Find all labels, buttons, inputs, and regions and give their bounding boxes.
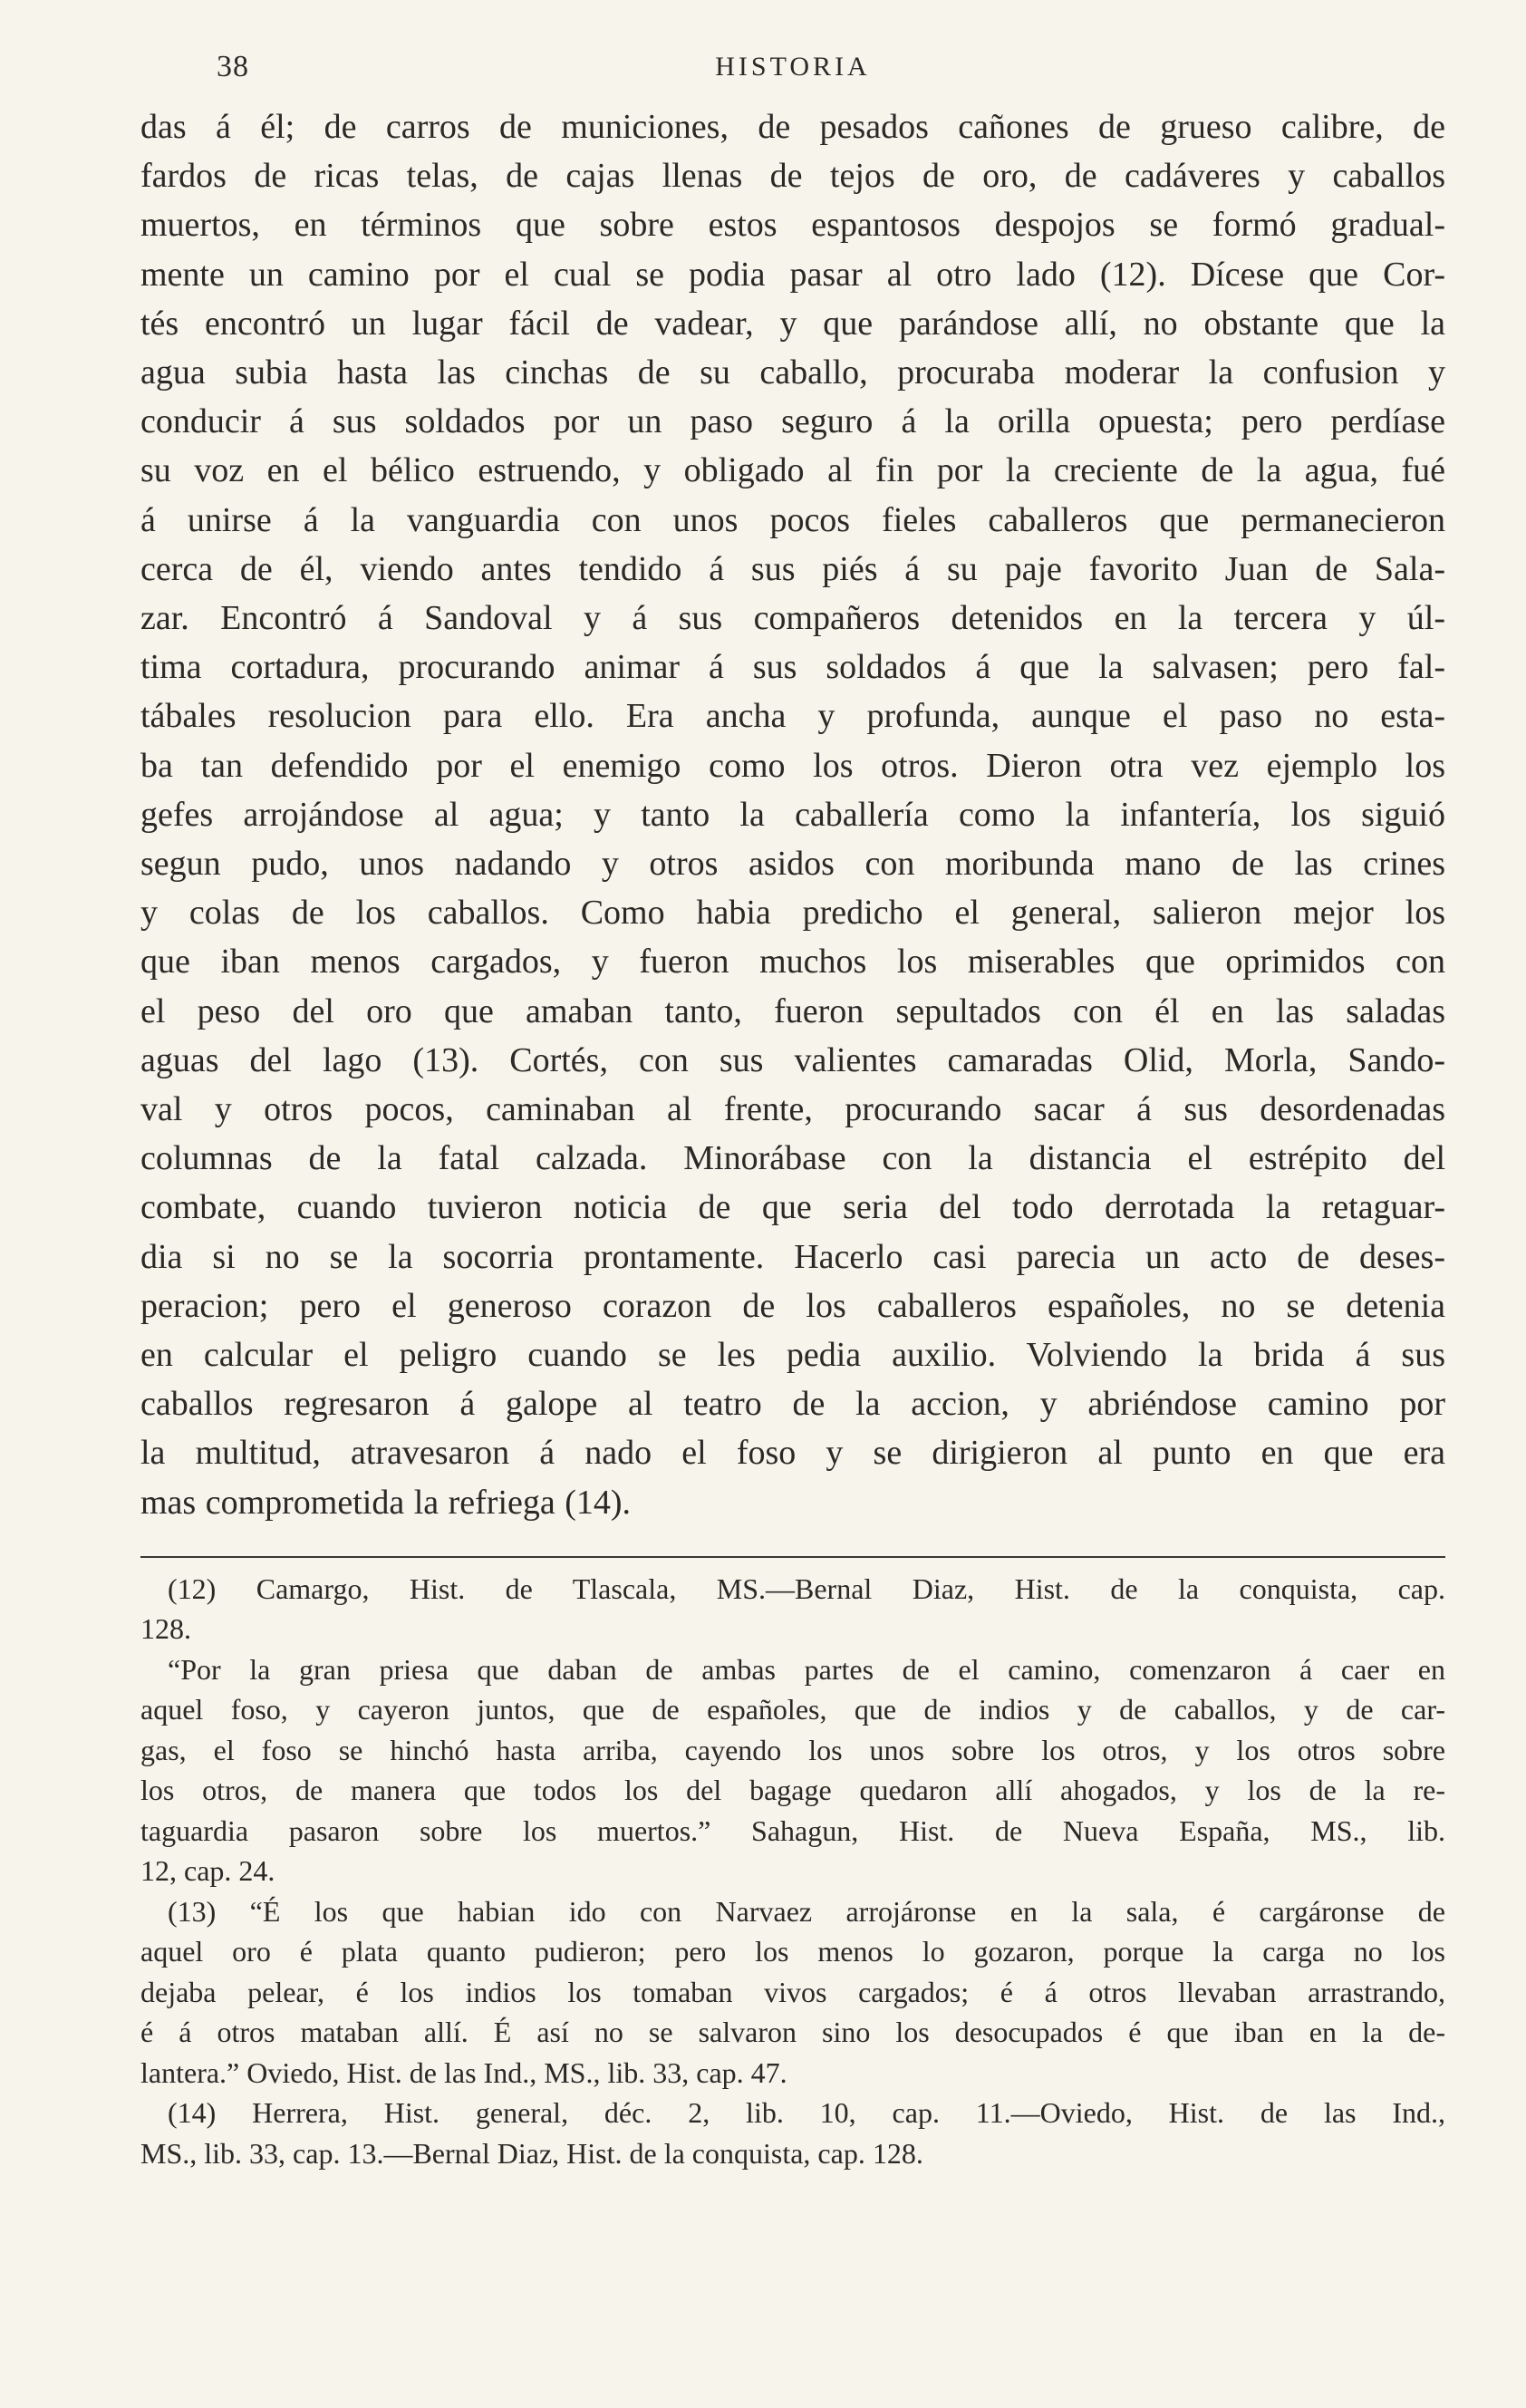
footnote-line: (13) “É los que habian ido con Narvaez arrojáronse en la sala, é cargáronse de <box>168 1894 1445 1928</box>
book-page <box>140 50 1445 2173</box>
footnote-divider <box>140 1556 1445 1558</box>
running-title: HISTORIA <box>715 52 871 82</box>
footnote-line: é á otros mataban allí. É así no se salvaron sino los desocupados é que iban en la de- <box>140 2016 1445 2049</box>
footnote-line: aquel foso, y cayeron juntos, que de españoles, que de indios y de caballos, y de car- <box>140 1693 1445 1726</box>
footnote-line: lantera.” Oviedo, Hist. de las Ind., MS., lib. 33, cap. 47. <box>140 2055 787 2089</box>
text-line: tés encontró un lugar fácil de vadear, y que parándose allí, no obstante que la <box>140 304 1445 343</box>
footnote-line: dejaba pelear, é los indios los tomaban vivos cargados; é á otros llevaban arrastrando, <box>140 1975 1445 2008</box>
text-line: aguas del lago (13). Cortés, con sus valientes camaradas Olid, Morla, Sando- <box>140 1040 1445 1079</box>
footnote-line: taguardia pasaron sobre los muertos.” Sahagun, Hist. de Nueva España, MS., lib. <box>140 1813 1445 1847</box>
text-line: segun pudo, unos nadando y otros asidos con moribunda mano de las crines <box>140 845 1445 884</box>
footnote-line: MS., lib. 33, cap. 13.—Bernal Diaz, Hist. de la conquista, cap. 128. <box>140 2136 923 2170</box>
text-line: gefes arrojándose al agua; y tanto la caballería como la infantería, los siguió <box>140 795 1445 834</box>
footnote-line: (12) Camargo, Hist. de Tlascala, MS.—Bernal Diaz, Hist. de la conquista, cap. <box>168 1571 1445 1605</box>
text-line: columnas de la fatal calzada. Minorábase con la distancia el estrépito del <box>140 1139 1445 1178</box>
text-line: el peso del oro que amaban tanto, fueron sepultados con él en las saladas <box>140 991 1445 1030</box>
text-line: val y otros pocos, caminaban al frente, procurando sacar á sus desordenadas <box>140 1090 1445 1129</box>
footnotes <box>140 1569 1445 2174</box>
text-line: dia si no se la socorria prontamente. Hacerlo casi parecia un acto de deses- <box>140 1237 1445 1276</box>
text-line: agua subia hasta las cinchas de su caballo, procuraba moderar la confusion y <box>140 353 1445 392</box>
footnote-line: 12, cap. 24. <box>140 1854 275 1888</box>
text-line: á unirse á la vanguardia con unos pocos fieles caballeros que permanecieron <box>140 500 1445 539</box>
page-header <box>140 50 1445 95</box>
text-line: y colas de los caballos. Como habia predicho el general, salieron mejor los <box>140 894 1445 933</box>
footnote-line: 128. <box>140 1612 191 1646</box>
text-line: la multitud, atravesaron á nado el foso y se dirigieron al punto en que era <box>140 1434 1445 1473</box>
footnote-line: gas, el foso se hinchó hasta arriba, cayendo los unos sobre los otros, y los otros sobre <box>140 1733 1445 1766</box>
text-line: muertos, en términos que sobre estos espantosos despojos se formó gradual- <box>140 206 1445 245</box>
text-line: su voz en el bélico estruendo, y obligado al fin por la creciente de la agua, fué <box>140 451 1445 490</box>
text-line: ba tan defendido por el enemigo como los otros. Dieron otra vez ejemplo los <box>140 746 1445 785</box>
text-line: que iban menos cargados, y fueron muchos los miserables que oprimidos con <box>140 943 1445 982</box>
text-line: fardos de ricas telas, de cajas llenas de tejos de oro, de cadáveres y caballos <box>140 157 1445 196</box>
text-line: mas comprometida la refriega (14). <box>140 1483 632 1522</box>
text-line: en calcular el peligro cuando se les pedia auxilio. Volviendo la brida á sus <box>140 1336 1445 1375</box>
text-line: das á él; de carros de municiones, de pesados cañones de grueso calibre, de <box>140 108 1445 146</box>
footnote-line: (14) Herrera, Hist. general, déc. 2, lib. 10, cap. 11.—Oviedo, Hist. de las Ind., <box>168 2096 1445 2130</box>
text-line: zar. Encontró á Sandoval y á sus compañeros detenidos en la tercera y úl- <box>140 599 1445 638</box>
footnote-line: los otros, de manera que todos los del bagage quedaron allí ahogados, y los de la re- <box>140 1774 1445 1807</box>
text-line: peracion; pero el generoso corazon de los caballeros españoles, no se detenia <box>140 1286 1445 1325</box>
text-line: cerca de él, viendo antes tendido á sus piés á su paje favorito Juan de Sala- <box>140 549 1445 588</box>
footnote-line: “Por la gran priesa que daban de ambas partes de el camino, comenzaron á caer en <box>168 1652 1445 1686</box>
page-number: 38 <box>217 50 249 83</box>
footnote-line: aquel oro é plata quanto pudieron; pero los menos lo gozaron, porque la carga no los <box>140 1935 1445 1968</box>
main-text <box>140 102 1445 1527</box>
text-line: tima cortadura, procurando animar á sus soldados á que la salvasen; pero fal- <box>140 648 1445 687</box>
text-line: conducir á sus soldados por un paso seguro á la orilla opuesta; pero perdíase <box>140 402 1445 441</box>
text-line: mente un camino por el cual se podia pasar al otro lado (12). Dícese que Cor- <box>140 255 1445 294</box>
text-line: caballos regresaron á galope al teatro de la accion, y abriéndose camino por <box>140 1385 1445 1424</box>
text-line: tábales resolucion para ello. Era ancha y profunda, aunque el paso no esta- <box>140 697 1445 736</box>
text-line: combate, cuando tuvieron noticia de que seria del todo derrotada la retaguar- <box>140 1188 1445 1227</box>
